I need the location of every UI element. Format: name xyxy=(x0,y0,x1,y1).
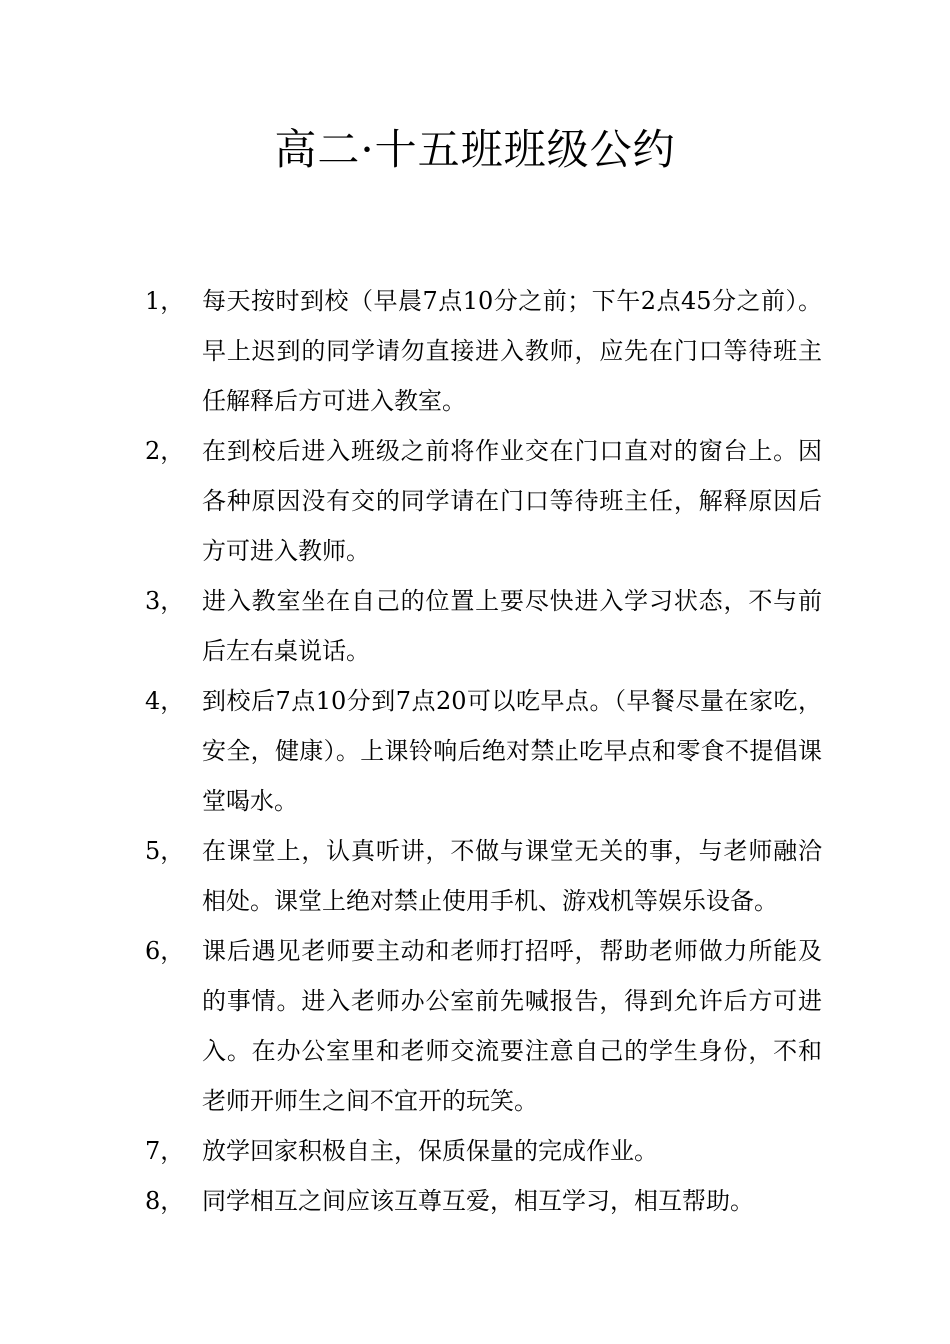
rule-number: 8， xyxy=(145,1187,185,1215)
rule-item-1 xyxy=(0,276,950,426)
rule-number: 7， xyxy=(145,1137,185,1165)
rule-item-4 xyxy=(0,676,950,826)
rule-text: 在到校后进入班级之前将作业交在门口直对的窗台上。因各种原因没有交的同学请在门口等待班主任，解释原因后方可进入教师。 xyxy=(202,437,822,565)
rules-list xyxy=(0,276,950,1226)
rule-text: 每天按时到校（早晨7点10分之前；下午2点45分之前）。早上迟到的同学请勿直接进入教师，应先在门口等待班主任解释后方可进入教室。 xyxy=(202,287,822,415)
rule-number: 2， xyxy=(145,437,185,465)
rule-item-2 xyxy=(0,426,950,576)
rule-text: 放学回家积极自主，保质保量的完成作业。 xyxy=(202,1137,658,1165)
rule-item-8 xyxy=(0,1176,950,1226)
rule-number: 5， xyxy=(145,837,185,865)
rule-text: 同学相互之间应该互尊互爱，相互学习，相互帮助。 xyxy=(202,1187,754,1215)
rule-text: 到校后7点10分到7点20可以吃早点。（早餐尽量在家吃，安全，健康）。上课铃响后绝对禁止吃早点和零食不提倡课堂喝水。 xyxy=(202,687,822,815)
rule-item-7 xyxy=(0,1126,950,1176)
rule-number: 6， xyxy=(145,937,185,965)
rule-number: 1， xyxy=(145,287,185,315)
rule-text: 课后遇见老师要主动和老师打招呼，帮助老师做力所能及的事情。进入老师办公室前先喊报告，得到允许后方可进入。在办公室里和老师交流要注意自己的学生身份，不和老师开师生之间不宜开的玩笑。 xyxy=(202,937,822,1115)
rule-text: 在课堂上，认真听讲，不做与课堂无关的事，与老师融洽相处。课堂上绝对禁止使用手机、游戏机等娱乐设备。 xyxy=(202,837,822,915)
rule-number: 4， xyxy=(145,687,185,715)
rule-text: 进入教室坐在自己的位置上要尽快进入学习状态，不与前后左右桌说话。 xyxy=(202,587,822,665)
page-title: 高二·十五班班级公约 xyxy=(274,125,676,174)
rule-item-6 xyxy=(0,926,950,1126)
rule-number: 3， xyxy=(145,587,185,615)
rule-item-5 xyxy=(0,826,950,926)
rule-item-3 xyxy=(0,576,950,676)
